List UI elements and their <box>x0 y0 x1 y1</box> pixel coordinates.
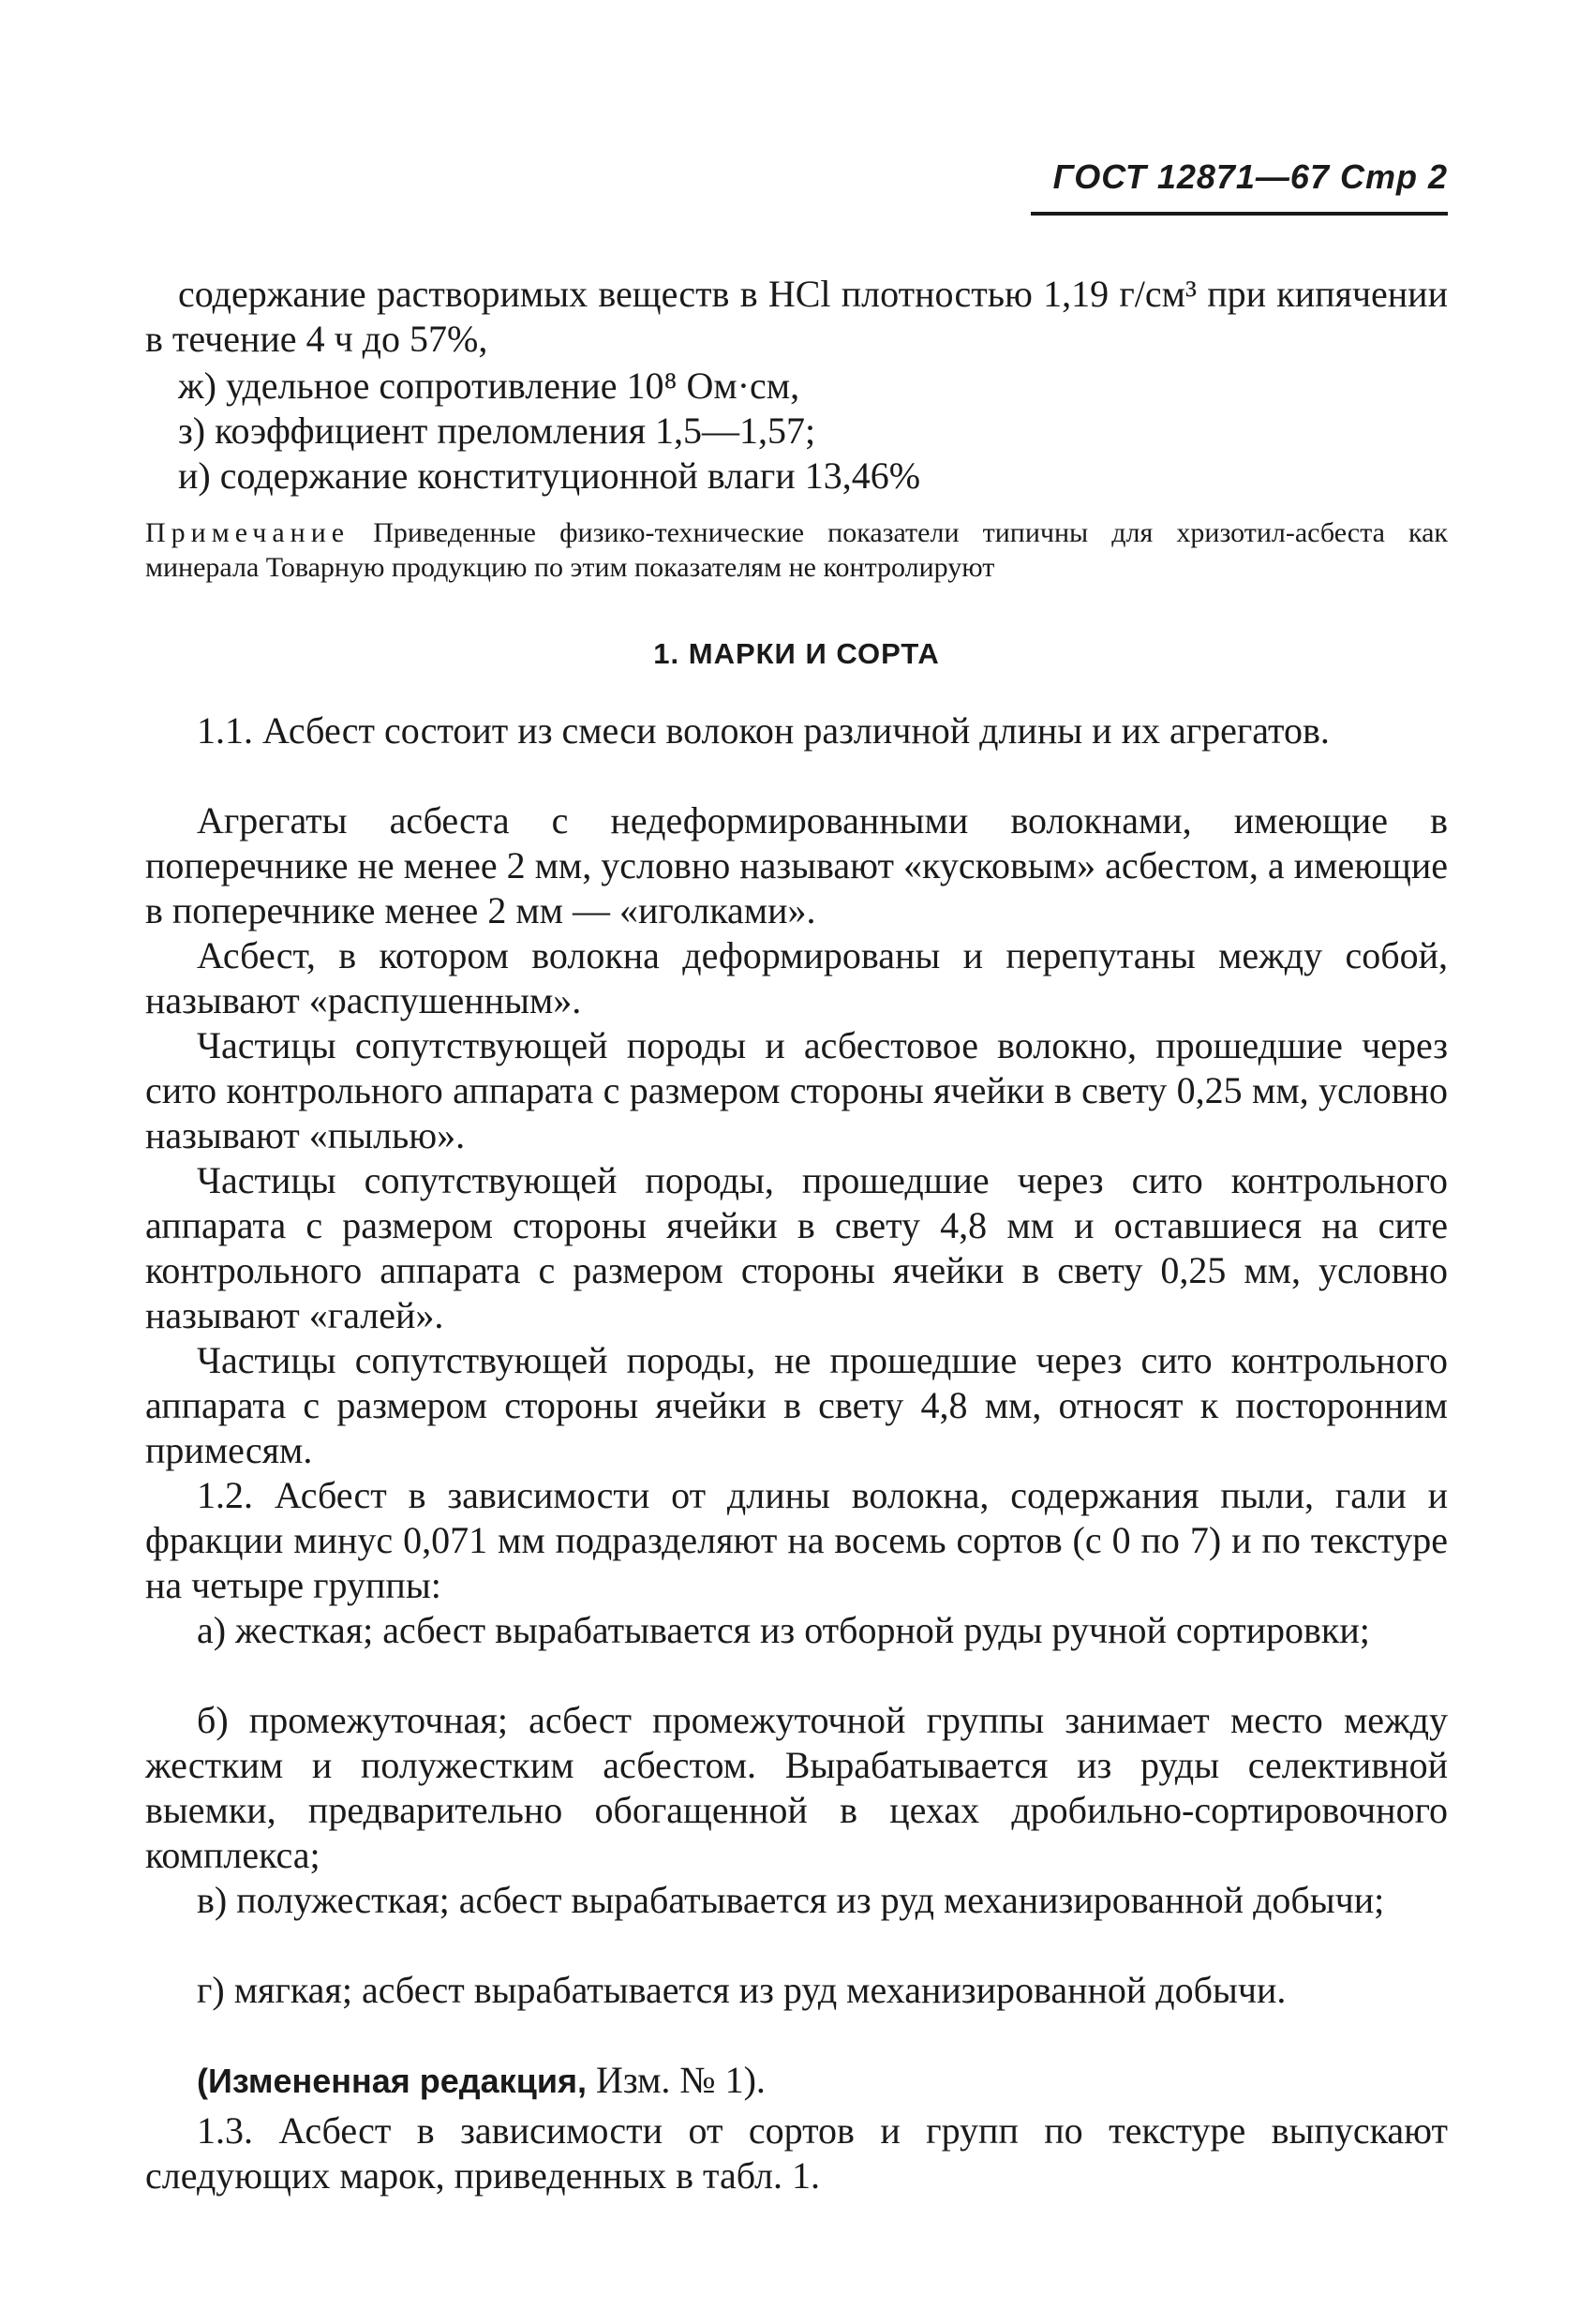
list-item-a: а) жесткая; асбест вырабатывается из отборной руды ручной сортировки; <box>197 1609 1370 1651</box>
list-item-g: г) мягкая; асбест вырабатывается из руд механизированной добычи. <box>197 1969 1287 2011</box>
list-item-v: в) полужесткая; асбест вырабатывается из руд механизированной добычи; <box>197 1879 1385 1921</box>
page-header <box>1031 157 1448 223</box>
note-label: Примечание <box>145 517 350 548</box>
paragraph-fluffed: Асбест, в котором волокна деформированы и перепутаны между собой, называют «распушенным». <box>145 934 1448 1021</box>
paragraph-1-2: 1.2. Асбест в зависимости от длины волокна, содержания пыли, гали и фракции минус 0,071 мм подразделяют на восемь сортов (с 0 по 7) и по текстуре на четыре группы: <box>145 1474 1448 1606</box>
amendment-rest: Изм. № 1). <box>595 2059 766 2101</box>
amendment-note <box>145 2058 1448 2104</box>
section-heading: 1. МАРКИ И СОРТА <box>653 637 940 670</box>
note-paragraph <box>145 515 1448 585</box>
paragraph-gravel: Частицы сопутствующей породы, прошедшие через сито контрольного аппарата с размером стороны ячейки в свету 4,8 мм и оставшиеся на сите контрольного аппарата с размером стороны ячейки в свету 0,25 мм, условно называют «галей». <box>145 1159 1448 1336</box>
paragraph-1-3: 1.3. Асбест в зависимости от сортов и групп по текстуре выпускают следующих марок, приведенных в табл. 1. <box>145 2109 1448 2197</box>
paragraph-dust: Частицы сопутствующей породы и асбестовое волокно, прошедшие через сито контрольного аппарата с размером стороны ячейки в свету 0,25 мм, условно называют «пылью». <box>145 1024 1448 1156</box>
list-item-z: з) коэффициент преломления 1,5—1,57; <box>178 410 816 452</box>
paragraph-impurities: Частицы сопутствующей породы, не прошедшие через сито контрольного аппарата с размером стороны ячейки в свету 4,8 мм, относят к посторонним примесям. <box>145 1339 1448 1471</box>
paragraph-aggregates: Агрегаты асбеста с недеформированными волокнами, имеющие в поперечнике не менее 2 мм, условно называют «кусковым» асбестом, а имеющие в поперечнике менее 2 мм — «иголками». <box>145 799 1448 931</box>
header-rule <box>1031 212 1448 216</box>
list-item-zh: ж) удельное сопротивление 10⁸ Ом·см, <box>178 365 800 407</box>
intro-paragraph: содержание растворимых веществ в HCl плотностью 1,19 г/см³ при кипячении в течение 4 ч до 57%, <box>145 273 1448 360</box>
list-item-b: б) промежуточная; асбест промежуточной группы занимает место между жестким и полужестким асбестом. Вырабатывается из руды селективной выемки, предварительно обогащенной в цехах дробильно-сортировочного комплекса; <box>145 1699 1448 1876</box>
header-title: ГОСТ 12871—67 Стр 2 <box>1052 157 1448 196</box>
note-text: Приведенные физико-технические показатели типичны для хризотил-асбеста как минерала Товарную продукцию по этим показателям не контролируют <box>145 517 1448 583</box>
amendment-bold: (Измененная редакция, <box>197 2062 587 2100</box>
paragraph-1-1: 1.1. Асбест состоит из смеси волокон различной длины и их агрегатов. <box>197 709 1330 752</box>
list-item-i: и) содержание конституционной влаги 13,46% <box>178 454 921 497</box>
